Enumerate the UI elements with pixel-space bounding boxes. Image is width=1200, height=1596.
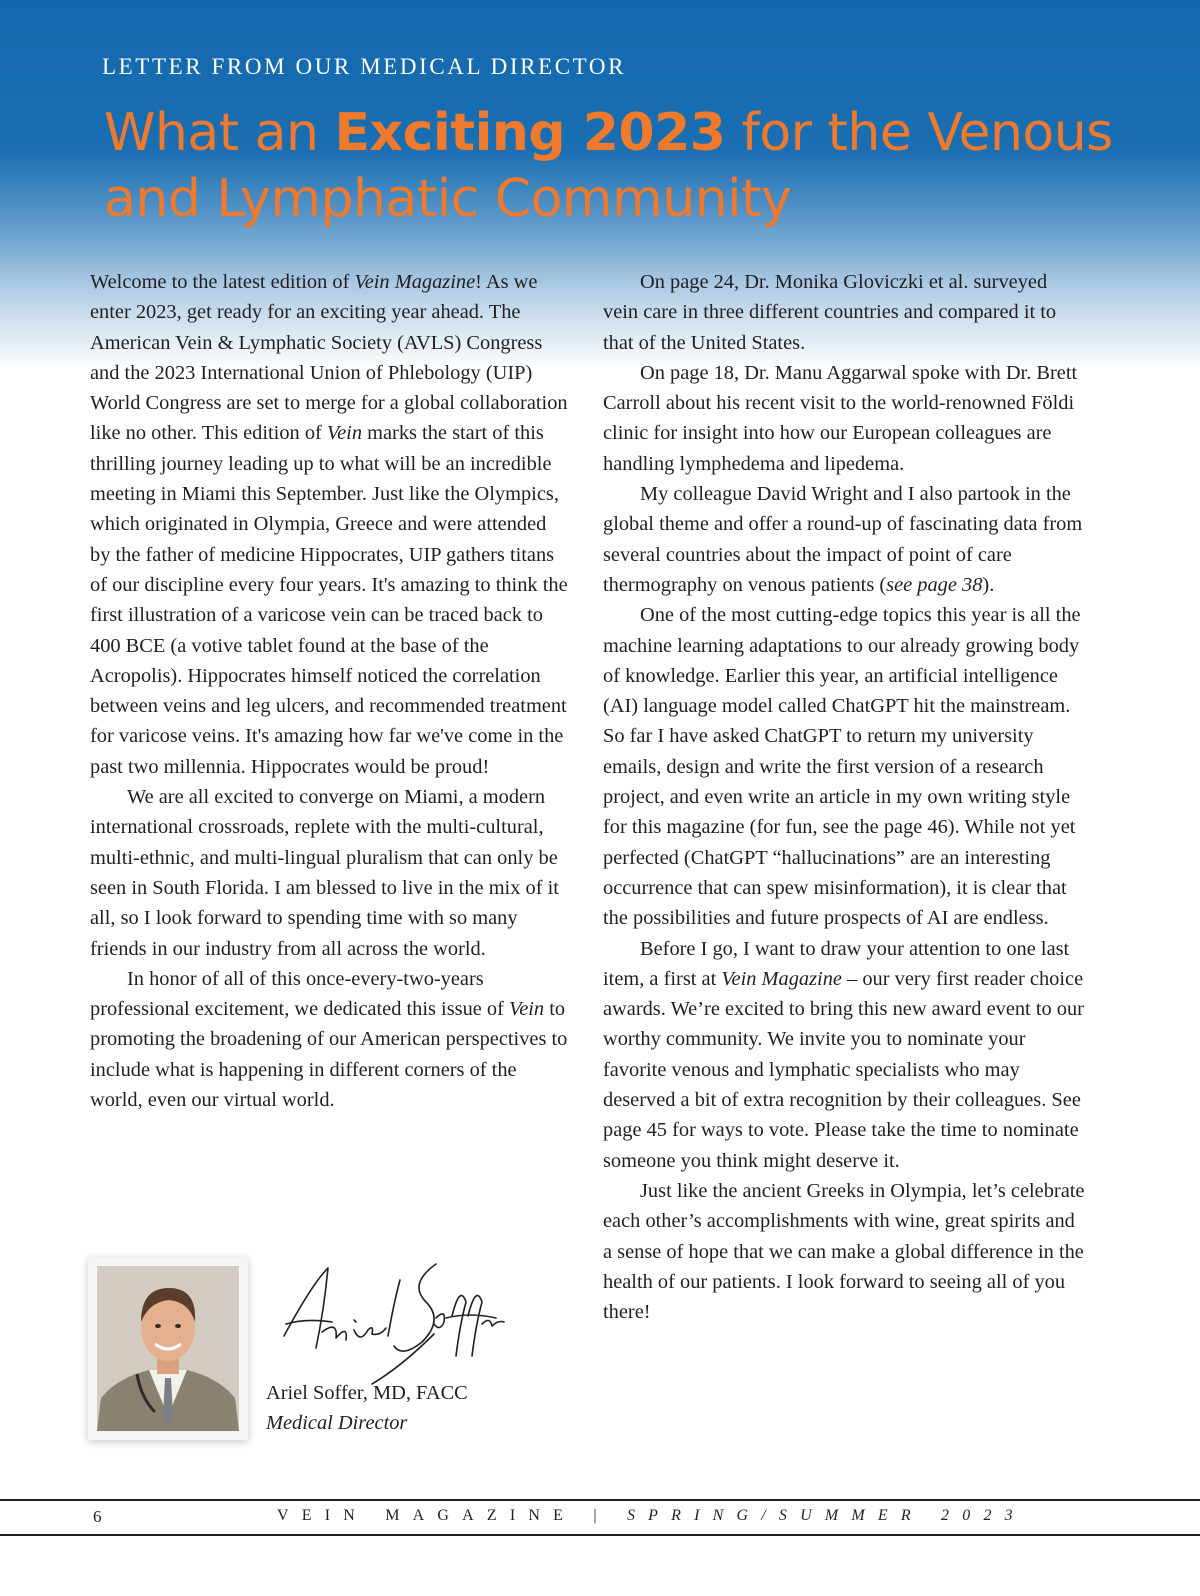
headline-part2: for the Venous and Lymphatic Community <box>104 103 1113 229</box>
paragraph: My colleague David Wright and I also partook in the global theme and offer a round-up of fascinating data from several countries about the impact of point of care thermography on venous patients (see page 38). <box>603 483 1083 596</box>
paragraph: On page 18, Dr. Manu Aggarwal spoke with Dr. Brett Carroll about his recent visit to the world-renowned Földi clinic for insight into how our European colleagues are handling lymphedema and lipedema. <box>603 361 1078 475</box>
author-name: Ariel Soffer, MD, FACC <box>266 1382 468 1404</box>
footer-rule-top <box>0 1499 1200 1501</box>
headline-part1: What an <box>104 103 335 163</box>
footer-rule-bottom <box>0 1534 1200 1536</box>
footer-magazine-title <box>277 1507 1026 1525</box>
footer-separator: | <box>593 1507 610 1524</box>
paragraph: We are all excited to converge on Miami, a modern international crossroads, replete with the multi-cultural, multi-ethnic, and multi-lingual pluralism that can only be seen in South Florida. I am blessed to live in the mix of it all, so I look forward to spending time with so many friends in our industry from all across the world. <box>90 786 559 960</box>
paragraph: Before I go, I want to draw your attention to one last item, a first at Vein Magazine – our very first reader choice awards. We’re excited to bring this new award event to our worthy community. We invite you to nominate your favorite venous and lymphatic specialists who may deserved a bit of extra recognition by their colleagues. See page 45 for ways to vote. Please take the time to nominate someone you think might deserve it. <box>603 937 1084 1172</box>
headline <box>104 100 1184 232</box>
paragraph: Just like the ancient Greeks in Olympia, let’s celebrate each other’s accomplishments with wine, great spirits and a sense of hope that we can make a global difference in the health of our patients. I look forward to seeing all of you there! <box>603 1179 1085 1324</box>
section-kicker: LETTER FROM OUR MEDICAL DIRECTOR <box>102 54 627 79</box>
author-title: Medical Director <box>266 1412 408 1434</box>
paragraph: On page 24, Dr. Monika Gloviczki et al. surveyed vein care in three different countries and compared it to that of the United States. <box>603 271 1057 354</box>
magazine-name: VEIN MAGAZINE <box>277 1507 577 1524</box>
author-photo-frame <box>88 1257 248 1440</box>
page-number: 6 <box>93 1507 102 1526</box>
paragraph: One of the most cutting-edge topics this year is all the machine learning adaptations to our already growing body of knowledge. Earlier this year, an artificial intelligence (AI) language model called ChatGPT hit the mainstream. So far I have asked ChatGPT to return my university emails, design and write the first version of a research project, and even write an article in my own writing style for this magazine (for fun, see the page 46). While not yet perfected (ChatGPT “hallucinations” are an interesting occurrence that can spew misinformation), it is clear that the possibilities and future prospects of AI are endless. <box>603 604 1081 930</box>
author-signature <box>276 1262 506 1387</box>
paragraph: Welcome to the latest edition of Vein Magazine! As we enter 2023, get ready for an exciting year ahead. The American Vein & Lymphatic Society (AVLS) Congress and the 2023 International Union of Phlebology (UIP) World Congress are set to merge for a global collaboration like no other. This edition of Vein marks the start of this thrilling journey leading up to what will be an incredible meeting in Miami this September. Just like the Olympics, which originated in Olympia, Greece and were attended by the father of medicine Hippocrates, UIP gathers titans of our discipline every four years. It's amazing to think the first illustration of a varicose vein can be traced back to 400 BCE (a votive tablet found at the base of the Acropolis). Hippocrates himself noticed the correlation between veins and leg ulcers, and recommended treatment for varicose veins. It's amazing how far we've come in the past two millennia. Hippocrates would be proud! <box>90 271 568 778</box>
author-photo <box>97 1266 239 1431</box>
article-column-right <box>603 267 1085 1327</box>
article-column-left <box>90 267 568 1115</box>
headline-bold: Exciting 2023 <box>334 103 726 163</box>
issue-label: SPRING/SUMMER 2023 <box>626 1507 1026 1524</box>
paragraph: In honor of all of this once-every-two-years professional excitement, we dedicated this issue of Vein to promoting the broadening of our American perspectives to include what is happening in different corners of the world, even our virtual world. <box>90 967 568 1112</box>
